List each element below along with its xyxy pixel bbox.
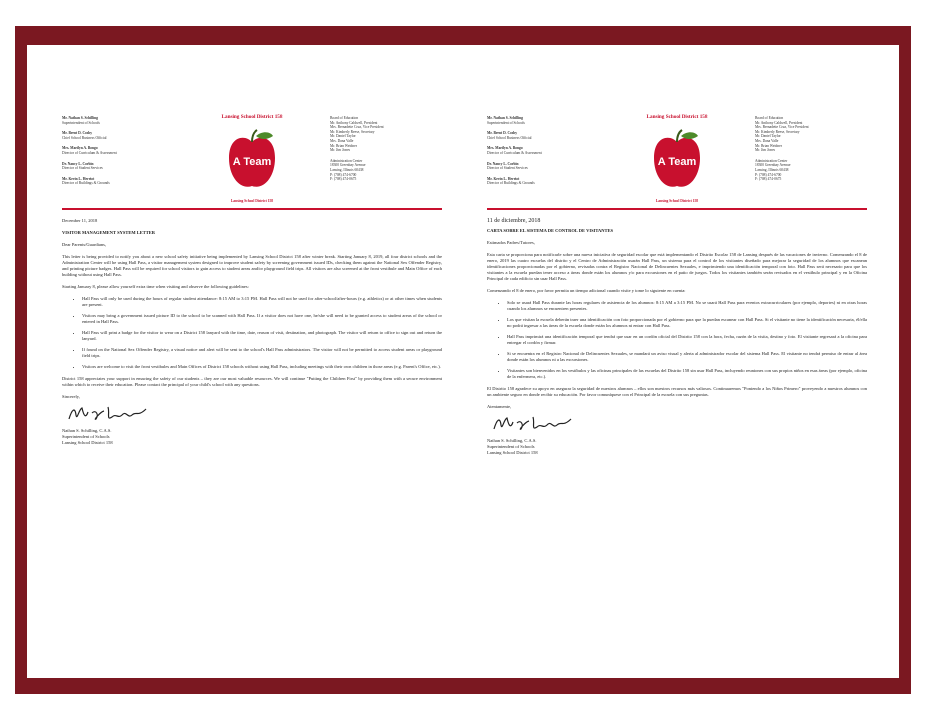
list-item: • Hall Pass imprimirá una identificación temporal que tendrá que usar en un cordón oficial del Distrito 158 con la hora, fecha, razón de la visita, destino y foto. El visitante regresará a la oficina para entregar el cordón y firmar.	[507, 334, 867, 346]
admin-name: Dr. Nancy L. Corbin	[487, 161, 519, 166]
admin-name: Mrs. Marilyn A. Bongo	[487, 146, 523, 151]
apple-logo-icon	[650, 128, 704, 196]
admin-title: Director of Buildings & Grounds	[62, 181, 110, 186]
board-line: Board of Education	[330, 116, 359, 120]
admin-name: Mr. Nathan S. Schilling	[487, 116, 523, 120]
list-item: • Si se encuentra en el Registro Nacional de Delincuentes Sexuales, se mandará un aviso visual y alerta al administrador escolar del sistema Hall Pass. El visitante no tendrá permiso de entrar al área donde están los alumnos ni a las excursiones.	[507, 351, 867, 363]
list-item: • If found on the National Sex Offender Registry, a visual notice and alert will be sent to the school's Hall Pass administrators. The visitor will not be permitted to access student areas or playground field trips.	[82, 347, 442, 359]
board-line: P: (708) 474-6700	[755, 172, 782, 177]
letter-date: 11 de diciembre, 2018	[487, 218, 541, 224]
letter-greeting: Estimados Padres/Tutores,	[487, 240, 535, 245]
admin-name: Mr. Brent D. Cosby	[487, 131, 518, 136]
signer-org: Lansing School District 158	[62, 440, 113, 445]
admin-title: Chief School Business Official	[62, 135, 107, 140]
apple-logo-icon	[225, 128, 279, 196]
board-list	[755, 116, 867, 188]
letter-body	[487, 218, 867, 456]
district-name: Lansing School District 158	[646, 114, 708, 120]
board-list	[330, 116, 442, 188]
guidelines-list	[487, 300, 867, 380]
board-line: Lansing, Illinois 60438	[330, 167, 364, 172]
letterhead	[62, 70, 442, 210]
admin-name: Dr. Nancy L. Corbin	[62, 161, 94, 166]
board-line: Administration Center	[330, 158, 363, 163]
board-line: Administration Center	[755, 158, 788, 163]
header-rule	[487, 208, 867, 210]
admin-title: Director of Curriculum & Assessment	[62, 150, 117, 155]
board-line: Mr. Anthony Caldwell, President	[755, 120, 803, 125]
board-line: Board of Education	[755, 116, 784, 120]
admin-title: Chief School Business Official	[487, 135, 532, 140]
letter-greeting: Dear Parents/Guardians,	[62, 242, 106, 247]
signer-title: Superintendent of Schools	[487, 444, 535, 449]
board-line: 18300 Greenbay Avenue	[755, 163, 791, 168]
signer-name: Nathan S. Schilling, C.A.S.	[62, 428, 112, 433]
valediction: Sincerely,	[62, 394, 80, 399]
board-line: Mrs. Dana Valle	[755, 138, 779, 143]
signer-name: Nathan S. Schilling, C.A.S.	[487, 438, 537, 443]
guidelines-lead: Starting January 8, please allow yourself extra time when visiting and observe the following guidelines:	[62, 284, 249, 289]
list-item: • Visitors are welcome to visit the front vestibules and Main Offices of District 158 schools without using Hall Pass, including meetings with their own children in those areas (e.g. Parent's Office, etc.).	[82, 364, 442, 370]
apple-logo-text: A Team	[232, 156, 272, 168]
list-item: • Visitantes son bienvenidos en los vestíbulos y las oficinas principales de las escuelas del Distrito 158 sin usar Hall Pass, incluyendo reuniones con sus propios niños en esas áreas (por ejemplo, oficina de la enfermera, etc.).	[507, 368, 867, 380]
letter-spanish	[487, 70, 867, 645]
district-name: Lansing School District 158	[221, 114, 283, 120]
valediction: Atentamente,	[487, 404, 512, 409]
list-item: • Solo se usará Hall Pass durante las horas regulares de asistencia de los alumnos: 8:15 AM a 3:15 PM. No se usará Hall Pass para eventos extracurriculares (por ejemplo, deportes) ni en otras horas cuando los alumnos se encuentren presentes.	[507, 300, 867, 312]
board-line: F: (708) 474-0675	[330, 177, 357, 182]
board-line: Mr. Daniel Taylor	[330, 134, 356, 139]
admin-title: Superintendent of Schools	[62, 120, 100, 125]
list-item: • Visitors may bring a government issued picture ID to the school to be scanned with Hall Pass. If a visitor does not have one, he/she will need to be granted access to student areas of the school or entered in Hall Pass.	[82, 313, 442, 325]
board-line: Mr. Kimberly Reese, Secretary	[330, 129, 375, 134]
intro-paragraph: Esta carta se proporciona para notificarle sobre una nueva iniciativa de seguridad escolar que está implementando el Distrito Escolar 158 de Lansing después de las vacaciones de invierno. Comenzando el 8 de enero, 2019 las cuatro escuelas del distrito y el Centro de Administración usarán Hall Pass, un sistema para el control de los visitantes diseñado para mejorar la seguridad de los alumnos que escanean identificaciones proporcionadas por el gobierno, revisadas contra el Registro Nacional de Delincuentes Sexuales, e imprimiendo una identificación temporal con foto. Hall Pass será necesario para que los visitantes a la escuela puedan tener acceso a áreas donde están los alumnos y/o para excursiones en el patio de juegos. Todos los visitantes también serán revisados en el vestíbulo principal y en la Oficina Principal de cada edificio sin usar Hall Pass.	[487, 252, 867, 281]
signature-icon	[491, 413, 581, 435]
board-line: Mr. Anthony Caldwell, President	[330, 120, 378, 125]
admin-name: Mr. Nathan S. Schilling	[62, 116, 98, 120]
apple-logo-text: A Team	[657, 156, 697, 168]
intro-paragraph: This letter is being provided to notify you about a new school safety initiative being implemented by Lansing School District 158 after winter break. Starting January 8, 2019, all four district schools and the Administration Center will be using Hall Pass, a visitor management system designed to improve student safety by screening government issued IDs, checking them against the National Sex Offender Registry, and printing picture badges. Hall Pass will be required for school visitors to gain access to student areas and/or playground field trips. All visitors are also screened at the front vestibule and Main Office of each building without using Hall Pass.	[62, 254, 442, 277]
admin-list	[62, 116, 174, 192]
board-line: P: (708) 474-6700	[330, 172, 357, 177]
board-line: Mr. Brian Weidner	[330, 143, 357, 148]
header-rule	[62, 208, 442, 210]
board-line: Mrs. Bernadette Cruz, Vice President	[330, 125, 384, 130]
signer-title: Superintendent of Schools	[62, 434, 110, 439]
list-item: • Los que visitan la escuela deberán traer una identificación con foto proporcionada por el gobierno para que la puedan escanear con Hall Pass. Si el visitante no tiene la identificación necesaria, él/ella no podrá ingresar a las áreas de la escuela donde están los alumnos ni entrar con Hall Pass.	[507, 317, 867, 329]
board-line: Mr. Jim Jones	[755, 148, 776, 153]
board-line: Mr. Brian Weidner	[755, 143, 782, 148]
guidelines-list	[62, 296, 442, 370]
list-item: • Hall Pass will only be used during the hours of regular student attendance: 8:15 AM to 3:15 PM. Hall Pass will not be used for after-school/after-hours (e.g. athletics) or at other times when students are present.	[82, 296, 442, 308]
admin-list	[487, 116, 599, 192]
letter-english	[62, 70, 442, 645]
letter-body	[62, 218, 442, 446]
board-line: Mrs. Bernadette Cruz, Vice President	[755, 125, 809, 130]
admin-title: Director of Student Services	[62, 166, 103, 171]
admin-name: Mrs. Marilyn A. Bongo	[62, 146, 98, 151]
letter-title: VISITOR MANAGEMENT SYSTEM LETTER	[62, 230, 155, 235]
letterhead	[487, 70, 867, 210]
board-line: Lansing, Illinois 60438	[755, 167, 789, 172]
guidelines-lead: Comenzando el 8 de enero, por favor permita un tiempo adicional cuando visite y tome lo siguiente en cuenta:	[487, 288, 686, 293]
signature-icon	[66, 403, 156, 425]
board-line: 18300 Greenbay Avenue	[330, 163, 366, 168]
admin-name: Mr. Brent D. Cosby	[62, 131, 93, 136]
admin-title: Director of Buildings & Grounds	[487, 181, 535, 186]
admin-name: Mr. Kevin L. Herriot	[487, 176, 520, 181]
board-line: F: (708) 474-0675	[755, 177, 782, 182]
letter-title: CARTA SOBRE EL SISTEMA DE CONTROL DE VISITANTES	[487, 228, 614, 233]
admin-name: Mr. Kevin L. Herriot	[62, 176, 95, 181]
district-tagline: Lansing School District 158	[230, 199, 274, 203]
board-line: Mr. Jim Jones	[330, 148, 351, 153]
list-item: • Hall Pass will print a badge for the visitor to wear on a District 158 lanyard with the time, date, reason of visit, destination, and photograph. The visitor will return to office to sign out and return the lanyard.	[82, 330, 442, 342]
admin-title: Director of Student Services	[487, 166, 528, 171]
admin-title: Director of Curriculum & Assessment	[487, 150, 542, 155]
closing-paragraph: El Distrito 158 agradece su apoyo en asegurar la seguridad de nuestros alumnos – ellos son nuestros recursos más valiosos. Continuaremos "Poniendo a los Niños Primero" proveyendo a nuestros alumnos con un ambiente seguro en donde recibir su educación. Por favor comuníquese con el Principal de la escuela con sus preguntas.	[487, 386, 867, 397]
district-tagline: Lansing School District 158	[655, 199, 699, 203]
closing-paragraph: District 158 appreciates your support in ensuring the safety of our students – they are our most valuable resources. We will continue "Putting the Children First" by providing them with a secure environment within which to receive their education. Please contact the principal of your child's school with any questions.	[62, 376, 442, 387]
admin-title: Superintendent of Schools	[487, 120, 525, 125]
letter-date: December 11, 2018	[62, 218, 98, 223]
board-line: Mr. Daniel Taylor	[755, 134, 781, 139]
signer-org: Lansing School District 158	[487, 450, 538, 455]
board-line: Mr. Kimberly Reese, Secretary	[755, 129, 800, 134]
board-line: Mrs. Dana Valle	[330, 138, 354, 143]
